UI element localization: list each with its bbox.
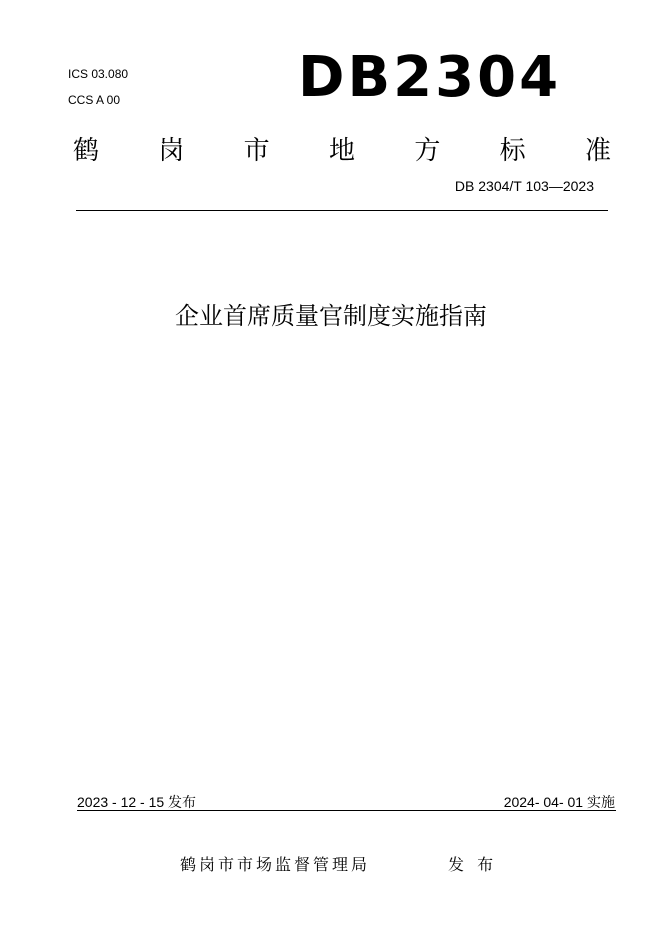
effective-date: 2024- 04- 01 实施: [503, 794, 615, 810]
standard-type-heading: [73, 130, 611, 167]
issue-date: 2023 - 12 - 15 发布: [77, 794, 197, 810]
heading-char: 标: [499, 136, 526, 166]
publish-label: 发 布: [448, 855, 498, 874]
standard-number: DB 2304/T 103—2023: [454, 178, 594, 194]
document-title: 企业首席质量官制度实施指南: [175, 302, 487, 330]
header-divider: [76, 210, 608, 211]
heading-char: 市: [243, 136, 270, 166]
heading-char: 地: [328, 136, 355, 166]
ccs-code: CCS A 00: [68, 93, 121, 107]
heading-char: 鹤: [73, 136, 100, 166]
footer-divider: [77, 810, 616, 811]
heading-char: 岗: [158, 136, 185, 166]
issuing-authority: 鹤岗市市场监督管理局: [180, 855, 371, 874]
heading-char: 方: [414, 136, 441, 166]
ics-code: ICS 03.080: [68, 67, 129, 81]
heading-char: 准: [584, 136, 611, 166]
standard-code-banner: DB2304: [298, 45, 562, 110]
